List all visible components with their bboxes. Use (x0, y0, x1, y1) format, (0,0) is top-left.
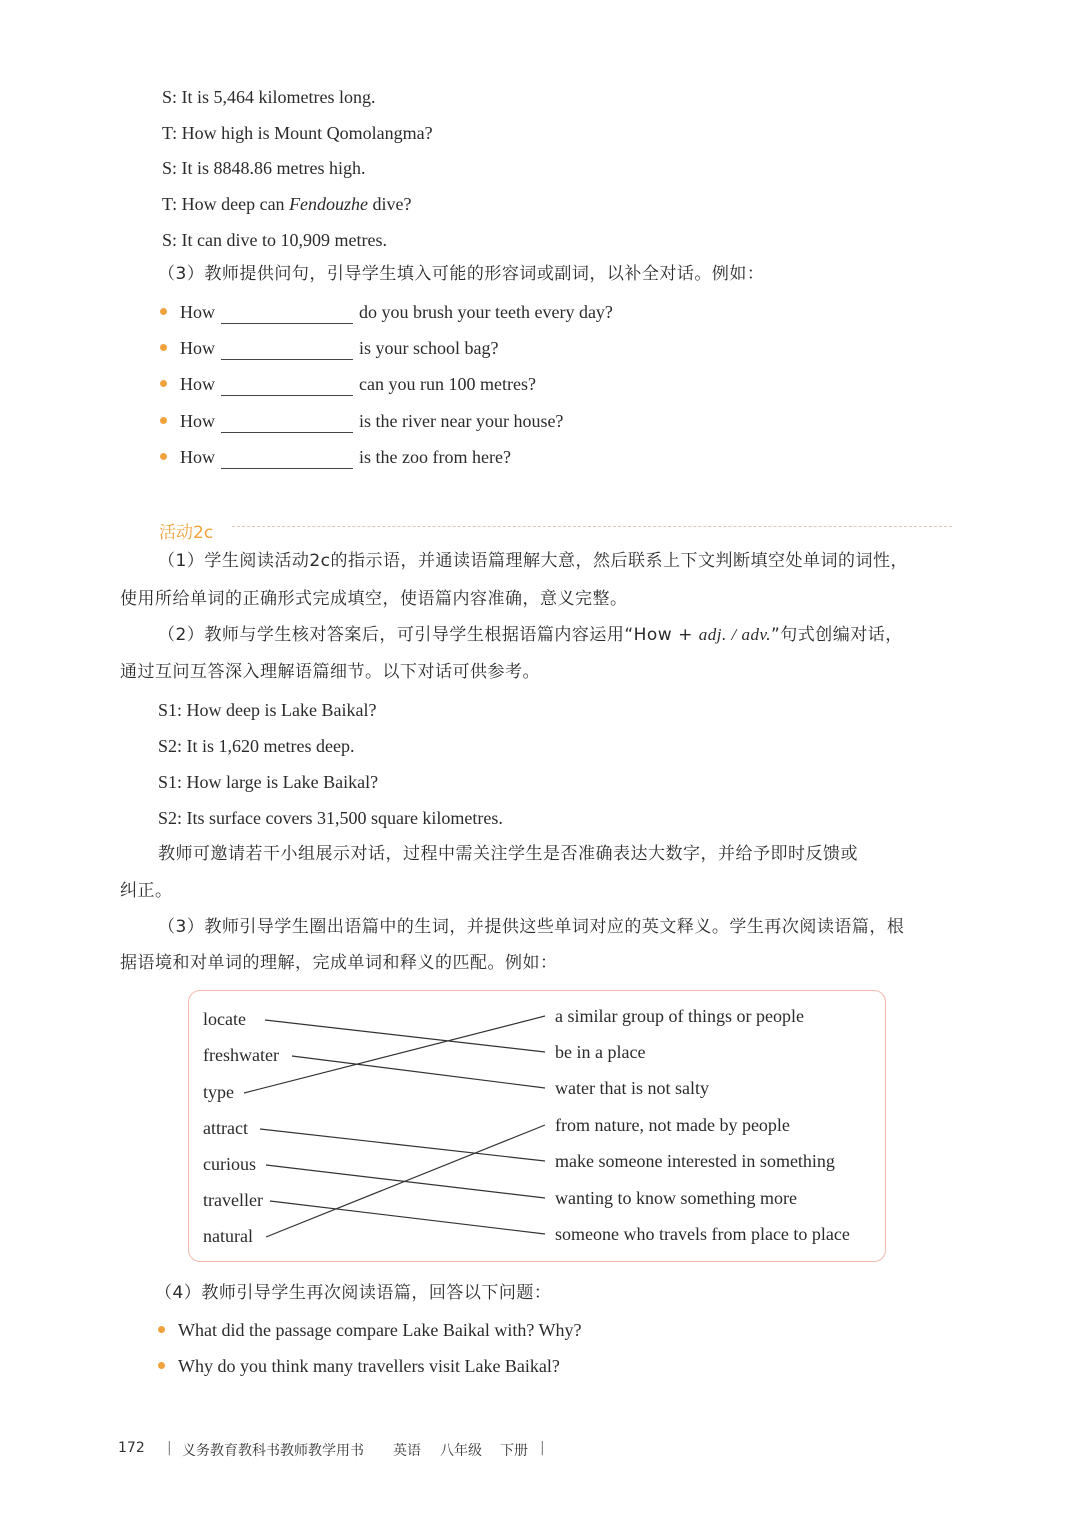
question-start: How (180, 411, 215, 431)
paragraph-2-c: ”句式创编对话， (771, 625, 903, 645)
step3-instruction: （3）教师提供问句，引导学生填入可能的形容词或副词，以补全对话。例如： (158, 264, 765, 284)
paragraph-4: （4）教师引导学生再次阅读语篇，回答以下问题： (155, 1283, 552, 1303)
match-word: attract (203, 1118, 248, 1138)
paragraph-2-b: adj. / adv. (698, 625, 771, 644)
discussion-question: What did the passage compare Lake Baikal with? Why? (178, 1320, 582, 1340)
footer-divider: | (540, 1440, 545, 1456)
subject: 英语 (393, 1443, 421, 1459)
match-definition: someone who travels from place to place (555, 1224, 850, 1244)
dialogue-line: S: It can dive to 10,909 metres. (162, 230, 387, 250)
dialogue-line: T: How high is Mount Qomolangma? (162, 123, 433, 143)
match-link-line (270, 1201, 545, 1234)
dialogue-line: S: It is 8848.86 metres high. (162, 158, 366, 178)
paragraph-3: （3）教师引导学生圈出语篇中的生词，并提供这些单词对应的英文释义。学生再次阅读语篇，根 (158, 917, 905, 937)
question-start: How (180, 447, 215, 467)
match-word: freshwater (203, 1045, 279, 1065)
match-word: locate (203, 1009, 246, 1029)
match-definition: a similar group of things or people (555, 1006, 804, 1026)
match-link-line (265, 1020, 545, 1052)
grade: 八年级 (440, 1443, 482, 1459)
match-definition: wanting to know something more (555, 1188, 797, 1208)
question-end: can you run 100 metres? (359, 374, 536, 394)
match-link-line (292, 1056, 545, 1088)
dive-prefix: T: How deep can (162, 194, 290, 214)
paragraph-2-a: （2）教师与学生核对答案后，可引导学生根据语篇内容运用“How + (158, 625, 699, 645)
match-link-line (266, 1125, 545, 1237)
discussion-question: Why do you think many travellers visit Lake Baikal? (178, 1356, 560, 1376)
question-end: do you brush your teeth every day? (359, 302, 613, 322)
match-link-line (244, 1016, 545, 1093)
feedback-paragraph: 教师可邀请若干小组展示对话，过程中需关注学生是否准确表达大数字，并给予即时反馈或 (158, 844, 858, 864)
paragraph-2-cont: 通过互问互答深入理解语篇细节。以下对话可供参考。 (120, 662, 540, 682)
question-start: How (180, 338, 215, 358)
match-definition: be in a place (555, 1042, 646, 1062)
paragraph-1: （1）学生阅读活动2c的指示语，并通读语篇理解大意，然后联系上下文判断填空处单词的词性， (158, 551, 908, 571)
feedback-paragraph-cont: 纠正。 (120, 881, 173, 901)
page-number: 172 (118, 1440, 145, 1456)
dialogue-line: S2: Its surface covers 31,500 square kilometres. (158, 808, 503, 828)
match-word: traveller (203, 1190, 263, 1210)
dialogue-line: S1: How large is Lake Baikal? (158, 772, 379, 792)
match-definition: from nature, not made by people (555, 1115, 790, 1135)
paragraph-1-cont: 使用所给单词的正确形式完成填空，使语篇内容准确，意义完整。 (120, 589, 628, 609)
dialogue-line: S1: How deep is Lake Baikal? (158, 700, 377, 720)
submersible-name: Fendouzhe (289, 194, 369, 214)
match-definition: make someone interested in something (555, 1151, 835, 1171)
footer-divider: | (167, 1440, 172, 1456)
match-word: curious (203, 1154, 256, 1174)
dive-suffix: dive? (368, 194, 412, 214)
question-start: How (180, 374, 215, 394)
question-start: How (180, 302, 215, 322)
volume: 下册 (500, 1443, 528, 1459)
bullet-icon (158, 1362, 165, 1369)
match-word: type (203, 1082, 234, 1102)
match-word: natural (203, 1226, 253, 1246)
question-end: is your school bag? (359, 338, 499, 358)
book-title: 义务教育教科书教师教学用书 (182, 1443, 364, 1459)
question-end: is the river near your house? (359, 411, 564, 431)
dialogue-line: S2: It is 1,620 metres deep. (158, 736, 355, 756)
section-title: 活动2c (159, 523, 214, 543)
dialogue-line: S: It is 5,464 kilometres long. (162, 87, 376, 107)
bullet-icon (158, 1326, 165, 1333)
paragraph-3-cont: 据语境和对单词的理解，完成单词和释义的匹配。例如： (120, 953, 558, 973)
match-definition: water that is not salty (555, 1078, 709, 1098)
question-end: is the zoo from here? (359, 447, 511, 467)
match-link-line (260, 1129, 545, 1161)
